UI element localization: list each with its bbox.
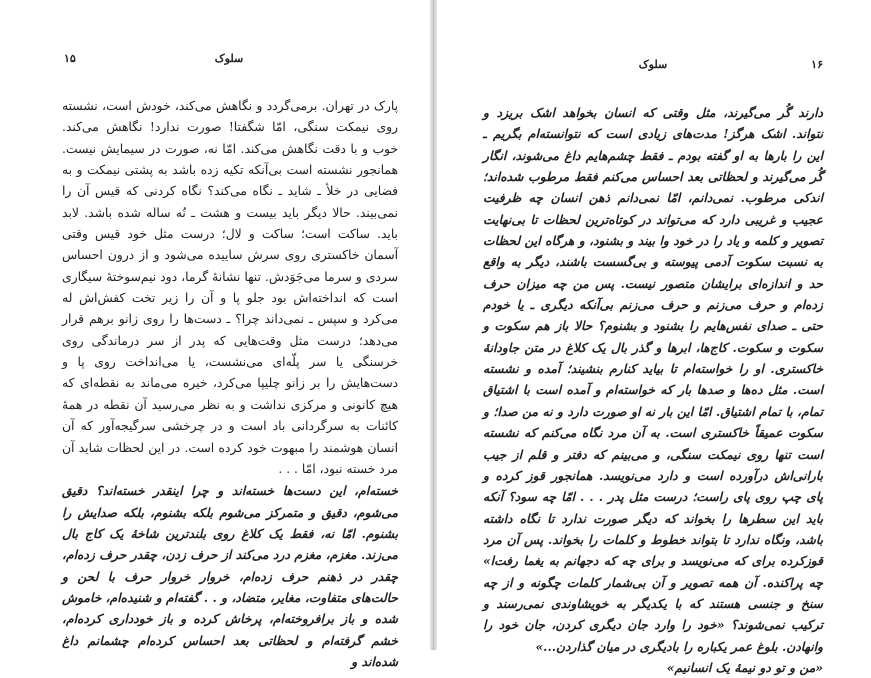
left-running-title: سلوک [214, 52, 244, 65]
right-paragraph-2: «من و تو دو نیمهٔ یک انسانیم» [666, 659, 823, 675]
left-page [0, 0, 430, 669]
right-paragraph-1: دارند گُر می‌گیرند، مثل وقتی که انسان بخواهد اشک بریزد و نتواند. اشک هرگز! مدت‌های زیادی است که نتوانسته‌ام بگریم ـ این را بارها به او گفته بودم ـ فقط چشم‌هایم داغ می‌شوند، انگار گُر می‌گیرند و لحظاتی بعد احساس می‌کنم فقط مرطوب شده‌اند؛ اندکی مرطوب. نمی‌دانم، امّا نمی‌دانم ذهن انسان چه ظرفیت عجیب و غریبی دارد که می‌تواند در کوتاه‌ترین لحظات تا بی‌نهایت تصویر و کلمه و یاد را در خود وا بیند و بشنود، و هرگاه این لحظات به نسبت سکوت آدمی پیوسته و بی‌گسست باشند، دیگر به واقع حد و اندازه‌ای برایشان متصور نیست. پس من چه میزان حرف زده‌ام و حرف می‌زنم و حرف می‌زنم بی‌آنکه دیگری ـ یا خودم حتی ـ صدای نفس‌هایم را بشنود و بشنوم؟ حالا باز هم سکوت و سکوت و سکوت. کاج‌ها، ابرها و گذر بال یک کلاغ در متن جاودانهٔ خاکستری. او را خواسته‌ام تا بیاید کنارم بنشیند؛ آمده و نشسته است. مثل ده‌ها و صدها بار که خواسته‌ام و آمده است با اشتیاق تمام، با تمام اشتیاق. امّا این بار نه او صورت دارد و نه من صدا؛ و سکوت عمیقاً خاکستری است. به آن مرد نگاه می‌کنم که نشسته است تنها روی نیمکت سنگی، و می‌بینم که دفتر و قلم از جیب بارانی‌اش درآورده است و دارد می‌نویسد. همانجور قوز کرده و پای چپ روی پای راست؛ درست مثل پدر . . . امّا چه سود؟ آنکه باید این سطرها را بخواند که دیگر صورت ندارد تا نگاه داشته باشد، ونگاه ندارد تا بتواند خطوط و کلمات را بخواند. پس آن مرد قوزکرده برای که می‌نویسد و برای چه که دجهانم به یغما رفت‌ا» چه پراکنده. آن همه تصویر و آن بی‌شمار کلمات چگونه و از چه سنخ و جنسی هستند که با یکدیگر به خویشاوندی نمی‌رسند و ترکیب نمی‌شوند؟ «خود را وارد جان دیگری کردن، جان خود را وانهادن. بلوغ عمر یکباره را بادیگری در میان گذاردن...» [483, 105, 823, 654]
right-page [437, 0, 871, 675]
left-page-number: ۱۵ [64, 52, 76, 65]
right-page-header [483, 58, 823, 74]
book-gutter [430, 0, 437, 650]
left-page-header [64, 52, 394, 68]
right-page-body [483, 102, 823, 678]
left-paragraph-2: خسته‌ام، این دست‌ها خسته‌اند و چرا اینقدر خسته‌اند؟ دقیق می‌شوم، دقیق و متمرکز می‌شوم بلکه بشنوم، بلکه صدایش را بشنوم. امّا نه، فقط یک کلاغ روی بلندترین شاخهٔ یک کاج بال می‌زند. مغزم، مغزم درد می‌کند از حرف زدن، چقدر حرف زده‌ام، چقدر در ذهنم حرف زده‌ام، خروار خروار حرف با لحن و حالت‌های متفاوت، مغایر، متضاد، و . . گفته‌ام و شنیده‌ام، خاموش شده و باز برافروخته‌ام، پرخاش کرده و باز خودداری کرده‌ام، خشم گرفته‌ام و لحظاتی بعد احساس کرده‌ام چشمانم داغ شده‌اند و [62, 483, 398, 669]
right-running-title: سلوک [638, 58, 668, 71]
left-page-body [62, 96, 398, 672]
left-paragraph-1: پارک در تهران. برمی‌گردد و نگاهش می‌کند، خودش است، نشسته روی نیمکت سنگی، امّا شگفتا! صورت ندارد! نگاهش می‌کند. خوب و با دقت نگاهش می‌کند. امّا نه، صورت در سیمایش نیست. همانجور نشسته است بی‌آنکه تکیه زده باشد به پشتی نیمکت و به فضایی در خلأ ـ شاید ـ نگاه می‌کند؟ نگاه کردنی که قیس آن را نمی‌بیند. حالا دیگر باید بیست و هشت ـ نُه ساله شده باشد. لابد باید. ساکت است؛ ساکت و لال؛ درست مثل خود قیس وقتی آسمان خاکستری روی سرش ساییده می‌شود و از درون احساس سردی و سرما می‌جَوَدش. تنها نشانهٔ گرما، دود نیم‌سوختهٔ سیگاری است که انداخته‌اش بود جلو پا و آن را زیر تخت کفش‌اش له می‌کرد و سپس ـ نمی‌داند چرا؟ ـ دست‌ها را روی زانو برهم قرار می‌دهد؛ درست مثل وقت‌هایی که پدر از سر درماندگی روی خرسنگی یا سر پلّه‌ای می‌نشست، یا می‌انداخت روی پا و دست‌هایش را بر زانو چلیپا می‌کرد، خیره می‌ماند به نقطه‌ای که هیچ کانونی و مرکزی نداشت و به نظر می‌رسید آن نقطه در همهٔ کائنات به سرگردانی باد است و در چرخشی سرگیجه‌آور که آن انسان هوشمند را مبهوت خود کرده است. در این لحظات شاید آن مرد خسته نبود، امّا . . . [62, 99, 398, 476]
right-page-number: ۱۶ [811, 58, 823, 71]
